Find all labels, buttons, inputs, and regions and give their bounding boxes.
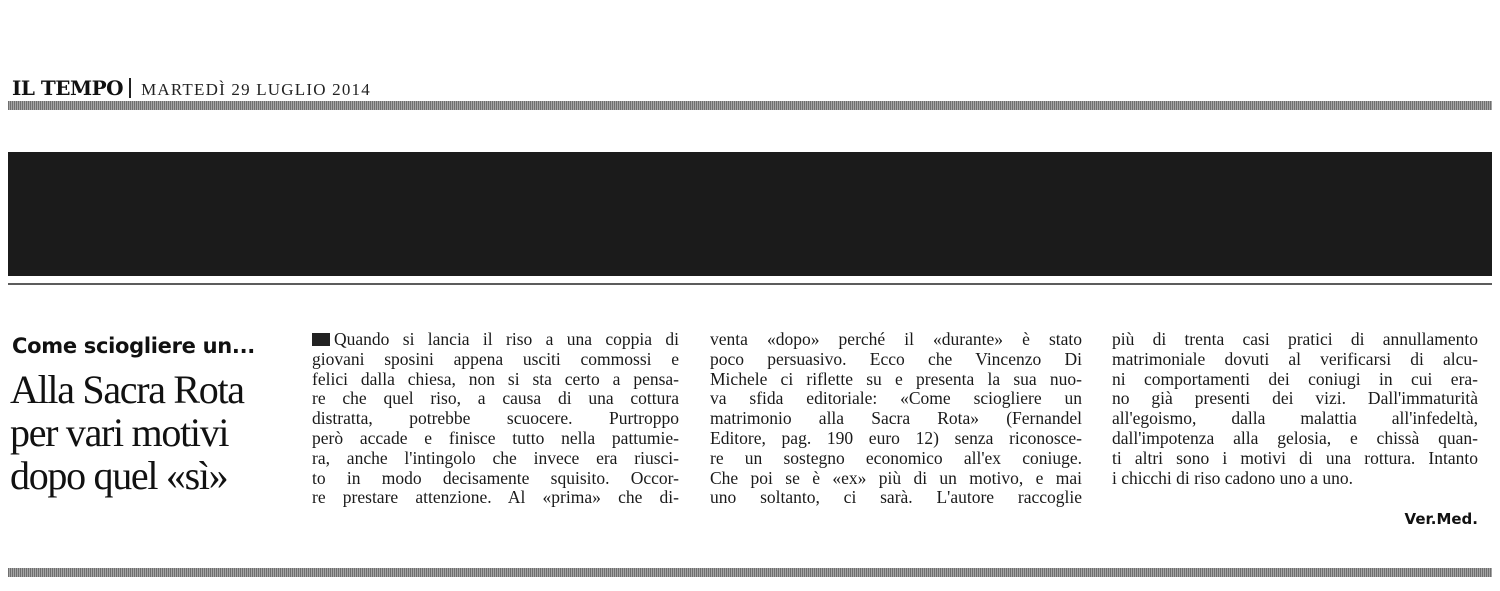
- masthead: [12, 74, 371, 100]
- body-line: però accade e finisce tutto nella pattumie-: [312, 427, 679, 448]
- article-column-1: [312, 330, 679, 508]
- body-line: ni comportamenti dei coniugi in cui era-: [1112, 368, 1478, 389]
- body-line: felici dalla chiesa, non si sta certo a pensa-: [312, 368, 679, 389]
- body-line: to in modo decisamente squisito. Occor-: [312, 467, 679, 488]
- article-kicker: Come sciogliere un...: [12, 334, 255, 358]
- headline-line: Alla Sacra Rota: [10, 367, 244, 412]
- newspaper-name: IL TEMPO: [12, 76, 124, 100]
- body-line: ra, anche l'intingolo che invece era riusci-: [312, 447, 679, 468]
- issue-date: MARTEDÌ 29 LUGLIO 2014: [141, 80, 371, 99]
- body-line: re un sostegno economico all'ex coniuge.: [710, 447, 1082, 468]
- headline-line: dopo quel «sì»: [10, 453, 228, 498]
- body-line: Che poi se è «ex» più di un motivo, e mai: [710, 467, 1082, 488]
- body-line: ti altri sono i motivi di una rottura. Intanto: [1112, 447, 1478, 468]
- body-line: re che quel riso, a causa di una cottura: [312, 388, 679, 409]
- headline-line: per vari motivi: [10, 410, 229, 455]
- body-line: all'egoismo, dalla malattia all'infedeltà,: [1112, 408, 1478, 429]
- body-line: re prestare attenzione. Al «prima» che di-: [312, 487, 679, 508]
- masthead-divider: [129, 78, 131, 98]
- body-line: più di trenta casi pratici di annullamento: [1112, 329, 1478, 349]
- body-line: uno soltanto, ci sarà. L'autore raccoglie: [710, 487, 1082, 508]
- body-line: matrimoniale dovuti al verificarsi di alcu-: [1112, 348, 1478, 369]
- body-line-first: [312, 330, 679, 350]
- body-line-text: Quando si lancia il riso a una coppia di: [334, 329, 679, 349]
- bottom-halftone-rule: [8, 568, 1492, 577]
- body-line: poco persuasivo. Ecco che Vincenzo Di: [710, 348, 1082, 369]
- body-line: Michele ci riflette su e presenta la sua nuo-: [710, 368, 1082, 389]
- blacked-out-band: [8, 152, 1492, 276]
- article-column-2: [710, 330, 1082, 508]
- top-halftone-rule: [8, 101, 1492, 110]
- body-line: dall'impotenza alla gelosia, e chissà quan-: [1112, 427, 1478, 448]
- article-headline: [10, 368, 300, 497]
- body-line: no già presenti dei vizi. Dall'immaturità: [1112, 388, 1478, 409]
- body-line: Editore, pag. 190 euro 12) senza riconosce-: [710, 427, 1082, 448]
- body-line: venta «dopo» perché il «durante» è stato: [710, 329, 1082, 349]
- body-line: matrimonio alla Sacra Rota» (Fernandel: [710, 408, 1082, 429]
- paragraph-square-icon: [312, 333, 330, 346]
- body-line: i chicchi di riso cadono uno a uno.: [1112, 467, 1354, 488]
- article-column-3: [1112, 330, 1478, 488]
- body-line: va sfida editoriale: «Come sciogliere un: [710, 388, 1082, 409]
- body-line: giovani sposini appena usciti commossi e: [312, 348, 679, 369]
- section-rule: [8, 283, 1492, 285]
- body-line: distratta, potrebbe scuocere. Purtroppo: [312, 408, 679, 429]
- author-signature: Ver.Med.: [1404, 510, 1478, 528]
